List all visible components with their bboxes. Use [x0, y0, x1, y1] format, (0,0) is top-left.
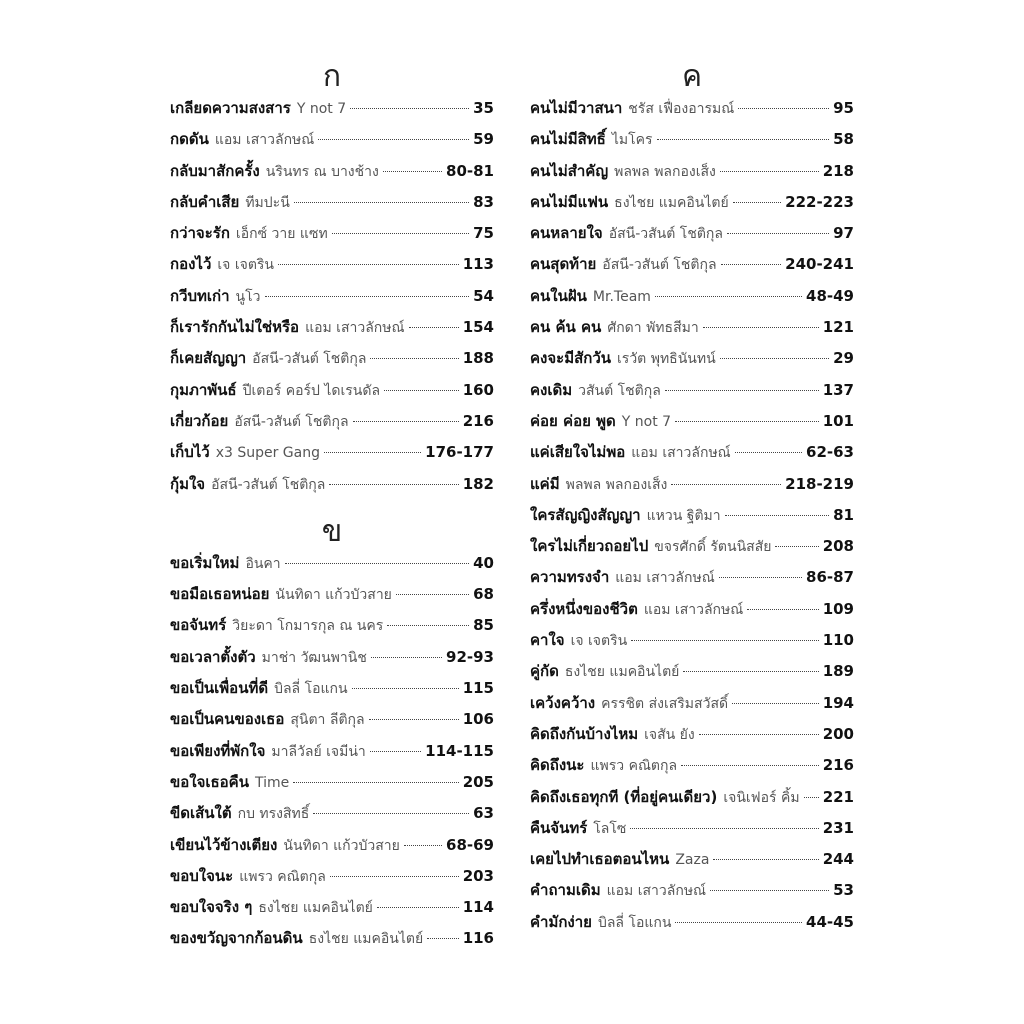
page-number: 189 [822, 662, 854, 681]
index-entry [530, 722, 854, 753]
artist-name: วสันต์ โชติกุล [578, 382, 661, 399]
index-entry [170, 645, 494, 676]
dot-leader [671, 484, 781, 485]
song-title: ก็เคยสัญญา [170, 349, 247, 368]
artist-name: แอม เสาวลักษณ์ [615, 570, 715, 587]
page-number: 203 [462, 866, 494, 885]
song-title: คู่กัด [530, 662, 559, 681]
artist-name: แอม เสาวลักษณ์ [305, 320, 405, 337]
index-entry [530, 659, 854, 690]
artist-name: เจสัน ยัง [644, 726, 695, 743]
dot-leader [804, 797, 819, 798]
page-number: 53 [833, 881, 854, 900]
artist-name: เจ เจตริน [217, 257, 274, 274]
dot-leader [710, 890, 829, 891]
artist-name: ทีมปะนี [245, 194, 290, 211]
dot-leader [775, 546, 818, 547]
dot-leader [713, 859, 818, 860]
song-title: คงเดิม [530, 380, 573, 399]
page-number: 115 [462, 679, 494, 698]
page-number: 35 [473, 99, 494, 117]
song-title: คนไม่มีสิทธิ์ [530, 130, 606, 149]
song-title: ใครสัญญิงสัญญา [530, 505, 641, 524]
page-number: 216 [822, 756, 854, 775]
dot-leader [329, 484, 458, 485]
artist-name: นูโว [235, 288, 261, 305]
index-entry [530, 315, 854, 346]
artist-name: แอม เสาวลักษณ์ [214, 132, 315, 149]
page-number: 182 [462, 474, 494, 493]
artist-name: เจนิเฟอร์ คิ้ม [723, 789, 800, 806]
song-title: ขอมือเธอหน่อย [170, 585, 270, 604]
artist-name: ครรชิต ส่งเสริมสวัสดิ์ [601, 695, 729, 712]
dot-leader [318, 139, 469, 140]
artist-name: สุนิตา ลีติกุล [290, 712, 365, 729]
index-entry [530, 503, 854, 534]
song-title: คนไม่สำคัญ [530, 161, 609, 180]
index-entry [170, 409, 494, 440]
dot-leader [655, 296, 802, 297]
page-number: 81 [833, 505, 854, 524]
page-number: 86-87 [806, 568, 854, 587]
page-number: 194 [822, 693, 854, 712]
song-title: ขอใจเธอคืน [170, 772, 249, 791]
left-column [170, 60, 494, 958]
artist-name: ธงไชย แมคอินไตย์ [564, 664, 680, 681]
artist-name: ขจรศักดิ์ รัตนนิสสัย [654, 539, 772, 556]
song-title: กลับคำเสีย [170, 192, 240, 211]
page-number: 205 [462, 772, 494, 791]
page-number: 216 [462, 411, 494, 430]
song-title: เก็บไว้ [170, 443, 210, 462]
dot-leader [332, 233, 469, 234]
song-title: ครึ่งหนึ่งของชีวิต [530, 599, 638, 618]
page-number: 231 [822, 818, 854, 837]
artist-name: บิลลี่ โอแกน [597, 914, 672, 931]
artist-name: แพรว คณิตกุล [239, 868, 326, 885]
dot-leader [747, 609, 818, 610]
artist-name: เรวัต พุทธินันทน์ [617, 351, 716, 368]
page-number: 240-241 [785, 255, 854, 274]
dot-leader [657, 139, 830, 140]
page-number: 40 [473, 553, 494, 572]
page-number: 68 [473, 585, 494, 604]
index-entry [170, 378, 494, 409]
dot-leader [675, 421, 819, 422]
index-entry [170, 613, 494, 644]
index-entry [530, 159, 854, 190]
page-number: 58 [833, 130, 854, 149]
page-number: 109 [822, 599, 854, 618]
song-title: ค่อย ค่อย พูด [530, 411, 616, 430]
index-entry [170, 221, 494, 252]
dot-leader [735, 452, 802, 453]
dot-leader [350, 108, 469, 109]
dot-leader [703, 327, 819, 328]
index-entry [170, 926, 494, 957]
dot-leader [353, 421, 459, 422]
dot-leader [683, 671, 818, 672]
page-number: 221 [822, 787, 854, 806]
song-title: คนหลายใจ [530, 224, 603, 243]
index-entry [170, 770, 494, 801]
dot-leader [725, 515, 829, 516]
index-entry [170, 707, 494, 738]
artist-name: วิยะดา โกมารกุล ณ นคร [232, 618, 384, 635]
page-number: 113 [462, 255, 494, 274]
page-number: 44-45 [806, 912, 854, 931]
song-title: ของขวัญจากก้อนดิน [170, 929, 303, 948]
artist-name: ธงไชย แมคอินไตย์ [258, 900, 373, 917]
index-entry [530, 691, 854, 722]
page-number: 176-177 [425, 443, 494, 462]
song-title: ขอจันทร์ [170, 616, 227, 635]
artist-name: อัสนี-วสันต์ โชติกุล [602, 257, 717, 274]
index-entry [530, 565, 854, 596]
song-title: ขีดเส้นใต้ [170, 804, 232, 823]
page-number: 110 [822, 631, 854, 650]
artist-name: มาลีวัลย์ เจมีน่า [271, 743, 366, 760]
dot-leader [427, 938, 458, 939]
song-title: ขอเวลาตั้งตัว [170, 647, 256, 666]
dot-leader [383, 171, 442, 172]
section-letter-heading: ค [681, 60, 703, 93]
page-number: 154 [462, 318, 494, 337]
index-entry [530, 534, 854, 565]
song-title: กุ้มใจ [170, 474, 206, 493]
page-number: 114-115 [425, 741, 494, 760]
dot-leader [370, 751, 421, 752]
song-title: ก็เรารักกันไม่ใช่หรือ [170, 318, 300, 337]
song-title: กวีบทเก่า [170, 286, 230, 305]
page-number: 83 [473, 192, 494, 211]
artist-name: แพรว คณิตกุล [590, 758, 678, 775]
song-title: เกลียดความสงสาร [170, 99, 291, 117]
song-title: เกี่ยวก้อย [170, 411, 229, 430]
song-title: คน ค้น คน [530, 318, 602, 337]
index-entry [530, 910, 854, 941]
song-title: กองไว้ [170, 255, 212, 274]
page-number: 106 [462, 710, 494, 729]
page-number: 160 [462, 380, 494, 399]
song-title: คงจะมีสักวัน [530, 349, 612, 368]
index-entry [170, 739, 494, 770]
dot-leader [732, 703, 819, 704]
song-title: กว่าจะรัก [170, 224, 230, 243]
dot-leader [675, 922, 802, 923]
index-entry [170, 284, 494, 315]
dot-leader [330, 876, 459, 877]
dot-leader [665, 390, 819, 391]
index-entry [530, 878, 854, 909]
song-title: กุมภาพันธ์ [170, 380, 237, 399]
artist-name: Y not 7 [296, 101, 347, 117]
dot-leader [369, 719, 459, 720]
dot-leader [720, 358, 829, 359]
section-letter-heading: ก [322, 60, 342, 93]
song-title: คิดถึงกันบ้างไหม [530, 724, 639, 743]
index-entry [530, 628, 854, 659]
page-number: 121 [822, 318, 854, 337]
dot-leader [404, 845, 442, 846]
song-title: ขอเป็นคนของเธอ [170, 710, 285, 729]
song-title: คืนจันทร์ [530, 818, 588, 837]
page-number: 97 [833, 224, 854, 243]
page-number: 29 [833, 349, 854, 368]
index-entry [170, 801, 494, 832]
page-number: 54 [473, 286, 494, 305]
page-number: 101 [822, 411, 854, 430]
song-title: ขอบใจจริง ๆ [170, 898, 253, 917]
page-number: 222-223 [785, 192, 854, 211]
page-number: 62-63 [806, 443, 854, 462]
dot-leader [719, 577, 802, 578]
index-entry [530, 816, 854, 847]
index-entry [530, 440, 854, 471]
artist-name: x3 Super Gang [215, 445, 320, 462]
page-number: 200 [822, 724, 854, 743]
index-entry [170, 252, 494, 283]
artist-name: มาช่า วัฒนพานิช [261, 649, 367, 666]
artist-name: ไมโคร [611, 132, 653, 149]
index-entry [530, 127, 854, 158]
artist-name: พลพล พลกองเส็ง [565, 476, 668, 493]
song-title: กดดัน [170, 130, 209, 149]
dot-leader [631, 640, 819, 641]
song-title: คำถามเดิม [530, 881, 601, 900]
dot-leader [720, 171, 819, 172]
artist-name: อัสนี-วสันต์ โชติกุล [234, 413, 349, 430]
index-entry [530, 96, 854, 127]
dot-leader [294, 202, 469, 203]
page-number: 114 [462, 898, 494, 917]
dot-leader [278, 264, 459, 265]
song-title: คำมักง่าย [530, 912, 592, 931]
song-title: แค่เสียใจไม่พอ [530, 443, 626, 462]
index-entry [530, 378, 854, 409]
artist-name: แหวน ฐิติมา [646, 507, 721, 524]
dot-leader [313, 813, 469, 814]
index-entry [530, 409, 854, 440]
dot-leader [387, 625, 469, 626]
index-entry [170, 159, 494, 190]
index-entry [530, 190, 854, 221]
page-number: 59 [473, 130, 494, 149]
index-entry [530, 847, 854, 878]
song-title: คนไม่มีแฟน [530, 192, 609, 211]
index-entry [530, 252, 854, 283]
artist-name: ธงไชย แมคอินไตย์ [614, 194, 729, 211]
song-title: กลับมาสักครั้ง [170, 161, 260, 180]
page-number: 244 [822, 850, 854, 869]
artist-name: อัสนี-วสันต์ โชติกุล [211, 476, 326, 493]
dot-leader [293, 782, 458, 783]
artist-name: แอม เสาวลักษณ์ [631, 445, 731, 462]
song-title: ความทรงจำ [530, 568, 610, 587]
artist-name: บิลลี่ โอแกน [274, 681, 348, 698]
page-number: 63 [473, 804, 494, 823]
page-number: 218 [822, 161, 854, 180]
dot-leader [377, 907, 459, 908]
dot-leader [352, 688, 459, 689]
song-title: คนในฝัน [530, 286, 587, 305]
artist-name: Time [254, 774, 290, 791]
song-title: ขอบใจนะ [170, 866, 234, 885]
page-number: 116 [462, 929, 494, 948]
index-entry [530, 785, 854, 816]
dot-leader [681, 765, 819, 766]
song-title: แค่มี [530, 474, 560, 493]
artist-name: อินคา [245, 555, 281, 572]
index-entry [530, 221, 854, 252]
song-title: เคว้งคว้าง [530, 693, 596, 712]
dot-leader [384, 390, 459, 391]
page-number: 75 [473, 224, 494, 243]
dot-leader [727, 233, 829, 234]
index-entry [530, 346, 854, 377]
index-entry [170, 346, 494, 377]
dot-leader [371, 657, 442, 658]
song-title: คนไม่มีวาสนา [530, 99, 623, 117]
dot-leader [370, 358, 458, 359]
index-entry [530, 753, 854, 784]
page-number: 80-81 [446, 161, 494, 180]
right-column [530, 60, 854, 941]
index-entry [170, 127, 494, 158]
artist-name: โลโซ [593, 820, 627, 837]
artist-name: อัสนี-วสันต์ โชติกุล [608, 226, 723, 243]
dot-leader [265, 296, 470, 297]
index-entry [530, 597, 854, 628]
artist-name: แอม เสาวลักษณ์ [643, 601, 744, 618]
index-entry [170, 864, 494, 895]
page-number: 92-93 [446, 647, 494, 666]
artist-name: นันทิดา แก้วบัวสาย [283, 837, 400, 854]
artist-name: Zaza [675, 852, 710, 869]
artist-name: ธงไชย แมคอินไตย์ [308, 931, 424, 948]
artist-name: Y not 7 [621, 413, 672, 430]
index-entry [170, 895, 494, 926]
artist-name: เอ็กซ์ วาย แซท [235, 226, 328, 243]
dot-leader [699, 734, 819, 735]
song-title: ขอเริ่มใหม่ [170, 553, 240, 572]
index-entry [170, 676, 494, 707]
page-number: 68-69 [446, 835, 494, 854]
artist-name: นันทิดา แก้วบัวสาย [275, 587, 392, 604]
dot-leader [630, 828, 818, 829]
dot-leader [733, 202, 781, 203]
page-number: 188 [462, 349, 494, 368]
section-letter-heading: ข [321, 514, 343, 548]
artist-name: ปีเตอร์ คอร์ป ไดเรนดัล [242, 382, 381, 399]
artist-name: พลพล พลกองเส็ง [614, 163, 716, 180]
page-number: 218-219 [785, 474, 854, 493]
index-entry [170, 190, 494, 221]
song-title: คาใจ [530, 631, 565, 650]
song-title: คิดถึงเธอทุกที (ที่อยู่คนเดียว) [530, 787, 718, 806]
dot-leader [324, 452, 421, 453]
dot-leader [738, 108, 829, 109]
artist-name: กบ ทรงสิทธิ์ [237, 806, 310, 823]
dot-leader [721, 264, 782, 265]
page-number: 137 [822, 380, 854, 399]
artist-name: Mr.Team [592, 288, 651, 305]
index-entry [170, 96, 494, 127]
index-entry [170, 833, 494, 864]
artist-name: นรินทร ณ บางช้าง [265, 163, 379, 180]
song-title: คนสุดท้าย [530, 255, 597, 274]
index-entry [530, 284, 854, 315]
index-entry [170, 315, 494, 346]
song-title: คิดถึงนะ [530, 756, 585, 775]
index-entry [170, 440, 494, 471]
index-entry [170, 472, 494, 503]
page-number: 208 [822, 537, 854, 556]
index-entry [170, 582, 494, 613]
song-title: ขอเป็นเพื่อนที่ดี [170, 679, 269, 698]
song-title: เคยไปทำเธอตอนไหน [530, 850, 670, 869]
song-title: ใครไม่เกี่ยวถอยไป [530, 537, 649, 556]
dot-leader [285, 563, 469, 564]
dot-leader [396, 594, 469, 595]
artist-name: แอม เสาวลักษณ์ [606, 883, 707, 900]
song-title: ขอเพียงที่พักใจ [170, 741, 266, 760]
page-number: 85 [473, 616, 494, 635]
index-entry [170, 551, 494, 582]
artist-name: อัสนี-วสันต์ โชติกุล [252, 351, 367, 368]
page-number: 95 [833, 99, 854, 117]
artist-name: ชรัส เฟื่องอารมณ์ [628, 101, 735, 117]
dot-leader [409, 327, 459, 328]
page-number: 48-49 [806, 286, 854, 305]
artist-name: ศักดา พัทธสีมา [607, 320, 699, 337]
artist-name: เจ เจตริน [570, 633, 628, 650]
index-entry [530, 472, 854, 503]
song-title: เขียนไว้ข้างเตียง [170, 835, 278, 854]
